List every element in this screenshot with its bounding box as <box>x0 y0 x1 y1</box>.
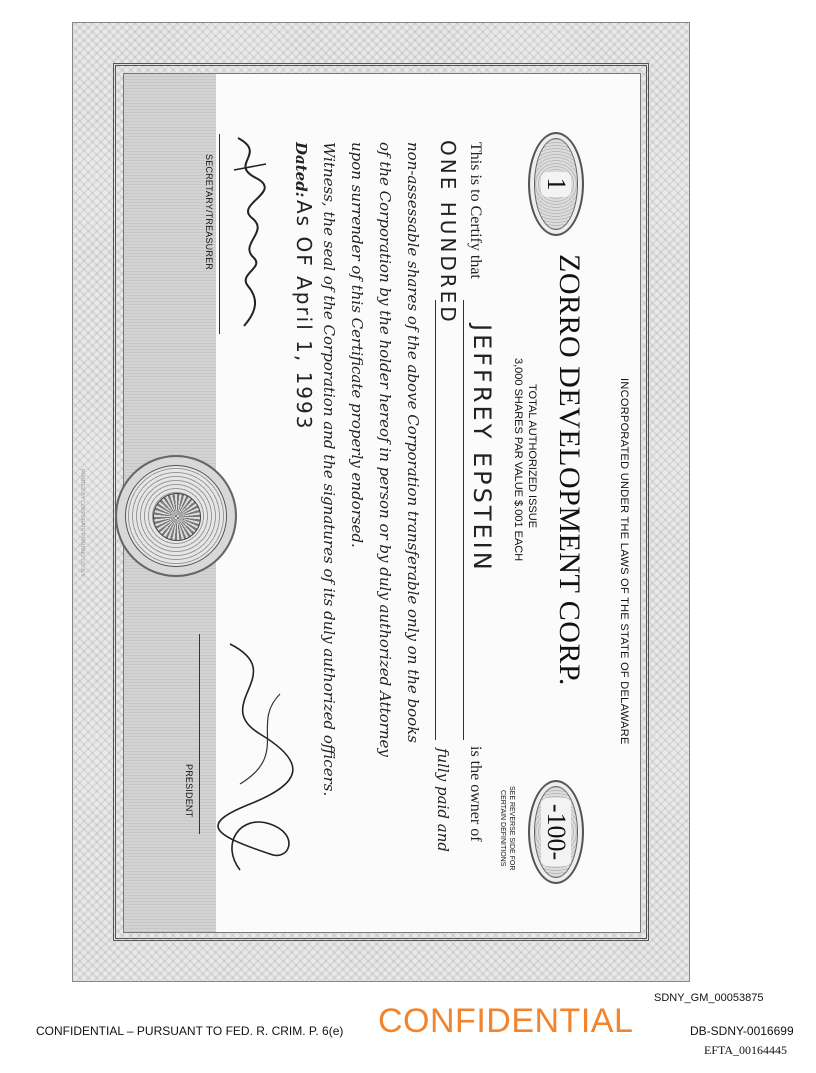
authorized-issue: TOTAL AUTHORIZED ISSUE <box>526 384 538 529</box>
efta-number: EFTA_00164445 <box>704 1043 788 1057</box>
company-name: ZORRO DEVELOPMENT CORP. <box>553 254 586 686</box>
share-count: -100- <box>541 798 571 866</box>
see-reverse-note: SEE REVERSE SIDE FOR CERTAIN DEFINITIONS <box>499 786 515 871</box>
printer-mark: PRINTED BY CORPORATE PRINTING CO. N.Y. <box>79 469 85 578</box>
body-line-1: non-assessable shares of the above Corporation transferable only on the books <box>404 142 422 743</box>
secretary-rule <box>219 134 220 334</box>
amount-rule <box>435 300 436 740</box>
president-label: PRESIDENT <box>184 764 194 818</box>
body-line-3: upon surrender of this Certificate properly endorsed. <box>348 142 366 548</box>
certificate-number: 1 <box>541 172 571 197</box>
paid-suffix: fully paid and <box>434 748 452 852</box>
confidential-notice: CONFIDENTIAL – PURSUANT TO FED. R. CRIM. P. 6(e) <box>36 1024 344 1038</box>
president-signature <box>200 634 310 874</box>
bates-number-top: SDNY_GM_00053875 <box>654 992 764 1004</box>
dated-value: As OF April 1, 1993 <box>292 200 316 431</box>
incorporation-line: INCORPORATED UNDER THE LAWS OF THE STATE OF DELAWARE <box>618 378 630 745</box>
owner-rule <box>463 300 464 740</box>
owner-suffix: is the owner of <box>467 746 484 842</box>
corporate-seal <box>115 455 237 577</box>
bates-number: DB-SDNY-0016699 <box>690 1024 794 1038</box>
stock-certificate <box>72 22 690 982</box>
owner-name: JEFFREY EPSTEIN <box>468 324 496 573</box>
corporate-seal-center <box>153 493 201 541</box>
president-rule <box>199 634 200 834</box>
witness-line: Witness, the seal of the Corporation and the signatures of its duly authorized officers. <box>320 142 338 797</box>
dated-label: Dated: <box>292 142 310 198</box>
secretary-signature <box>218 134 278 334</box>
body-line-2: of the Corporation by the holder hereof in person or by duly authorized Attorney <box>376 142 394 757</box>
secretary-label: SECRETARY/TREASURER <box>204 154 214 270</box>
certify-prefix: This is to Certify that <box>467 142 484 279</box>
share-amount: ONE HUNDRED <box>436 140 460 325</box>
confidential-stamp: CONFIDENTIAL <box>378 1002 634 1040</box>
certificate-number-seal <box>528 132 584 236</box>
share-count-seal <box>528 780 584 884</box>
shares-par-value: 3,000 SHARES PAR VALUE $.001 EACH <box>512 358 524 562</box>
